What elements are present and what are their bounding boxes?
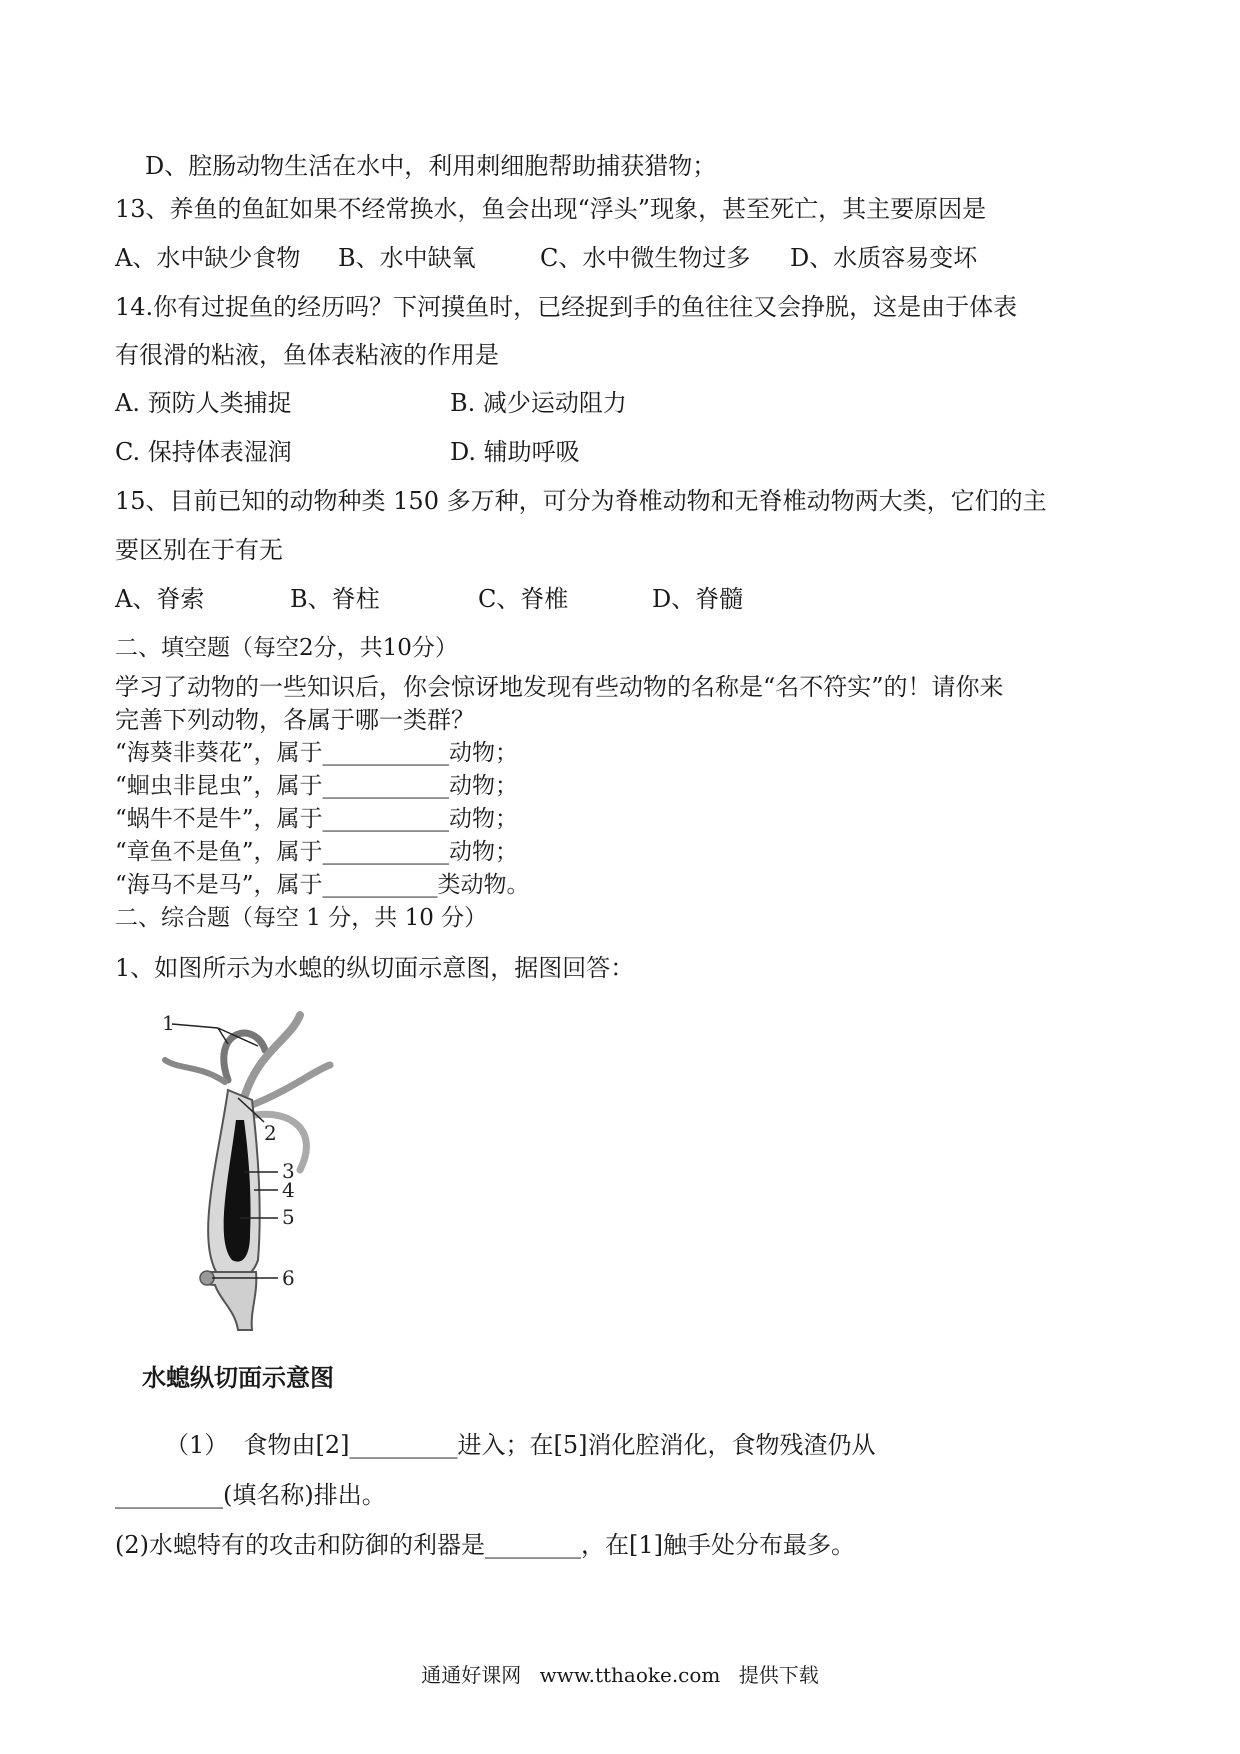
q15-stem-line1: 15、目前已知的动物种类 150 多万种，可分为脊椎动物和无脊椎动物两大类，它们的主 [115, 487, 1047, 515]
footer-site-name: 通通好课网 [421, 1663, 522, 1687]
q15-stem-line2: 要区别在于有无 [115, 536, 283, 564]
q13-option-d: D、水质容易变坏 [790, 244, 978, 272]
page-footer [0, 1662, 1240, 1688]
q15-option-b: B、脊柱 [290, 585, 380, 613]
section2-item: “蛔虫非昆虫”，属于___________动物； [115, 773, 519, 799]
section2-heading: 二、填空题（每空2分，共10分） [115, 635, 458, 661]
figure-label-4: 4 [282, 1178, 295, 1202]
q14-option-a: A. 预防人类捕捉 [115, 389, 292, 417]
section2-intro-line1: 学习了动物的一些知识后，你会惊讶地发现有些动物的名称是“名不符实”的！请你来 [115, 673, 1004, 701]
figure-label-5: 5 [282, 1205, 295, 1229]
figure-label-3: 3 [282, 1159, 295, 1183]
section3-heading: 二、综合题（每空 1 分，共 10 分） [115, 905, 488, 931]
q14-stem-line1: 14.你有过捉鱼的经历吗？下河摸鱼时，已经捉到手的鱼往往又会挣脱，这是由于体表 [115, 293, 1018, 321]
q13-option-c: C、水中微生物过多 [540, 244, 751, 272]
section3-sub1-line1: （1） 食物由[2]_________进入；在[5]消化腔消化，食物残渣仍从 [165, 1431, 876, 1459]
figure-label-6: 6 [282, 1266, 295, 1290]
q14-option-b: B. 减少运动阻力 [450, 389, 627, 417]
hydra-section-figure [140, 1010, 380, 1340]
section2-item: “海葵非葵花”，属于___________动物； [115, 740, 519, 766]
section2-item: “海马不是马”，属于__________类动物。 [115, 872, 530, 898]
q15-option-a: A、脊索 [115, 585, 205, 613]
section2-item: “章鱼不是鱼”，属于___________动物； [115, 839, 519, 865]
section3-q1-stem: 1、如图所示为水螅的纵切面示意图，据图回答： [115, 954, 635, 982]
figure-label-2: 2 [264, 1121, 277, 1145]
section2-intro-line2: 完善下列动物，各属于哪一类群？ [115, 706, 475, 734]
footer-url: www.tthaoke.com [539, 1663, 721, 1687]
figure-caption: 水螅纵切面示意图 [142, 1364, 334, 1392]
q14-option-d: D. 辅助呼吸 [450, 438, 580, 466]
q15-option-c: C、脊椎 [478, 585, 569, 613]
figure-label-1: 1 [162, 1011, 175, 1035]
section2-item: “蜗牛不是牛”，属于___________动物； [115, 806, 519, 832]
q12-option-d: D、腔肠动物生活在水中，利用刺细胞帮助捕获猎物； [145, 152, 717, 180]
footer-note: 提供下载 [738, 1663, 819, 1687]
q15-option-d: D、脊髓 [652, 585, 744, 613]
q14-option-c: C. 保持体表湿润 [115, 438, 292, 466]
q13-option-a: A、水中缺少食物 [115, 244, 301, 272]
section3-sub1-line2: _________(填名称)排出。 [115, 1481, 386, 1509]
q14-stem-line2: 有很滑的粘液，鱼体表粘液的作用是 [115, 341, 499, 369]
q13-option-b: B、水中缺氧 [338, 244, 476, 272]
section3-sub2: (2)水螅特有的攻击和防御的利器是________，在[1]触手处分布最多。 [115, 1531, 855, 1559]
q13-stem: 13、养鱼的鱼缸如果不经常换水，鱼会出现“浮头”现象，甚至死亡，其主要原因是 [115, 195, 987, 223]
